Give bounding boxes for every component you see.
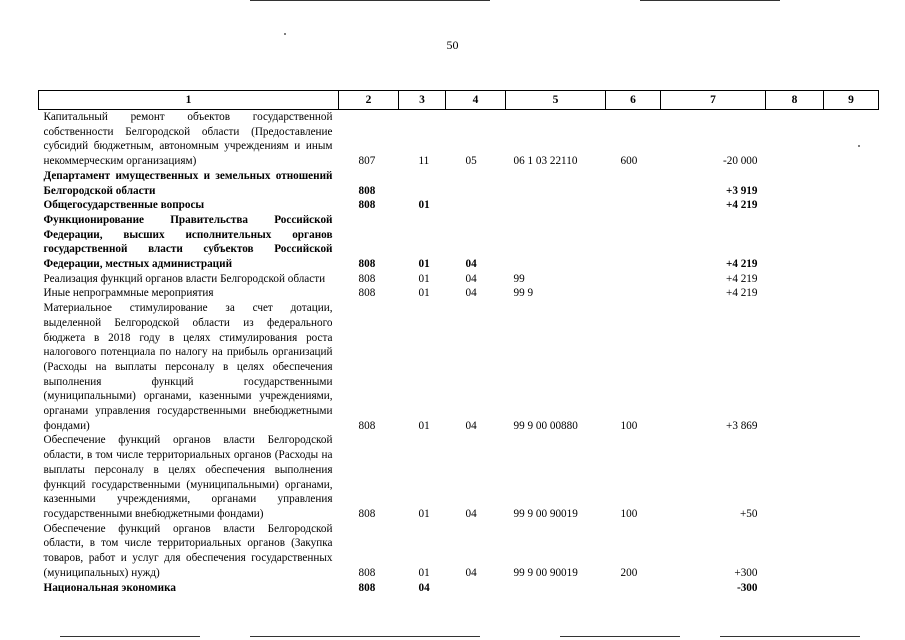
row-amount-cell: +4 219: [725, 258, 758, 271]
row-section-cell: 01: [418, 199, 430, 212]
row-subsection-cell: 04: [465, 419, 477, 432]
row-amount-cell: +4 219: [726, 272, 758, 285]
row-ministry-code-cell: 808: [358, 199, 376, 212]
scan-edge-bottom: [720, 636, 860, 637]
table-row: [39, 581, 879, 596]
column-header: 9: [824, 91, 879, 110]
row-subsection-cell: [446, 198, 506, 213]
table-row: [39, 169, 879, 198]
row-expense-type-cell: 100: [620, 419, 638, 432]
row-ministry-code-cell: 808: [358, 419, 376, 432]
row-column-9-cell: [824, 433, 879, 521]
row-section-cell: 04: [418, 581, 430, 594]
row-section-cell: 01: [418, 566, 430, 579]
row-ministry-code-cell: 808: [358, 566, 376, 579]
row-section-cell: 01: [418, 507, 430, 520]
row-section-cell: 11: [418, 155, 430, 168]
row-column-9-cell: [824, 301, 879, 433]
row-name-cell: Обеспечение функций органов власти Белгородской области, в том числе территориальных органов (Расходы на выплаты персоналу в целях обеспечения выполнения функций государственными (муниципальными) органами, казенными учреждениями, органами управления государственными внебюджетными фондами): [43, 434, 333, 520]
row-column-8-cell: [766, 433, 824, 521]
column-header: 7: [661, 91, 766, 110]
table-row: [39, 433, 879, 521]
table-row: [39, 272, 879, 287]
row-ministry-code-cell: 808: [358, 507, 376, 520]
row-target-article-cell: 06 1 03 22110: [513, 155, 578, 168]
row-section-cell: 01: [418, 272, 430, 285]
scan-edge-bottom: [250, 636, 480, 637]
row-column-9-cell: [824, 286, 879, 301]
row-amount-cell: +300: [734, 566, 758, 579]
row-expense-type-cell: 100: [620, 507, 638, 520]
row-name-cell: Общегосударственные вопросы: [43, 199, 205, 212]
row-section-cell: 01: [418, 258, 430, 271]
row-name-cell: Реализация функций органов власти Белгородской области: [43, 272, 326, 285]
row-expense-type-cell: [606, 169, 661, 198]
row-amount-cell: -300: [736, 581, 758, 594]
row-name-cell: Обеспечение функций органов власти Белгородской области, в том числе территориальных органов (Закупка товаров, работ и услуг для обеспечения государственных (муниципальных) нужд): [43, 522, 333, 579]
row-expense-type-cell: [606, 286, 661, 301]
row-name-cell: Департамент имущественных и земельных отношений Белгородской области: [43, 169, 333, 197]
row-amount-cell: +4 219: [726, 287, 758, 300]
row-name-cell: Национальная экономика: [43, 581, 176, 594]
row-subsection-cell: 04: [465, 566, 477, 579]
row-section-cell: 01: [418, 419, 430, 432]
row-target-article-cell: 99 9: [513, 287, 534, 300]
row-column-8-cell: [766, 522, 824, 581]
row-section-cell: 01: [418, 287, 430, 300]
row-column-9-cell: [824, 169, 879, 198]
row-subsection-cell: 04: [465, 258, 477, 271]
row-target-article-cell: 99 9 00 90019: [513, 507, 578, 520]
table-header-row: [39, 91, 879, 110]
column-header: 8: [766, 91, 824, 110]
row-target-article-cell: 99: [513, 272, 525, 285]
row-name-cell: Иные непрограммные мероприятия: [43, 287, 214, 300]
column-header: 4: [446, 91, 506, 110]
row-target-article-cell: 99 9 00 00880: [513, 419, 578, 432]
row-column-9-cell: [824, 198, 879, 213]
row-target-article-cell: [506, 213, 606, 272]
scan-edge-top: [250, 0, 490, 1]
row-column-8-cell: [766, 581, 824, 596]
row-amount-cell: +4 219: [725, 199, 758, 212]
row-expense-type-cell: [606, 198, 661, 213]
table-row: [39, 286, 879, 301]
row-ministry-code-cell: 808: [358, 581, 376, 594]
row-amount-cell: +3 869: [726, 419, 758, 432]
row-subsection-cell: 05: [465, 155, 477, 168]
table-row: [39, 198, 879, 213]
column-header: 5: [506, 91, 606, 110]
row-column-8-cell: [766, 301, 824, 433]
row-subsection-cell: 04: [465, 272, 477, 285]
row-ministry-code-cell: 808: [358, 184, 376, 197]
row-target-article-cell: [506, 198, 606, 213]
row-subsection-cell: 04: [465, 507, 477, 520]
row-amount-cell: +3 919: [725, 184, 758, 197]
row-column-9-cell: [824, 522, 879, 581]
table-row: [39, 301, 879, 433]
row-column-8-cell: [766, 169, 824, 198]
row-subsection-cell: [446, 581, 506, 596]
row-subsection-cell: 04: [465, 287, 477, 300]
column-header: 3: [399, 91, 446, 110]
row-target-article-cell: [506, 169, 606, 198]
row-target-article-cell: 99 9 00 90019: [513, 566, 578, 579]
row-expense-type-cell: [606, 272, 661, 287]
row-expense-type-cell: [606, 581, 661, 596]
row-column-9-cell: [824, 213, 879, 272]
row-column-8-cell: [766, 286, 824, 301]
row-subsection-cell: [446, 169, 506, 198]
row-column-8-cell: [766, 272, 824, 287]
row-column-8-cell: [766, 198, 824, 213]
row-name-cell: Капитальный ремонт объектов государственной собственности Белгородской области (Предоставление субсидий бюджетным, автономным учреждениям и иным некоммерческим организациям): [43, 111, 333, 168]
scan-edge-top: [640, 0, 780, 1]
row-column-9-cell: [824, 272, 879, 287]
row-amount-cell: +50: [740, 507, 758, 520]
row-expense-type-cell: 600: [620, 155, 638, 168]
table-row: [39, 213, 879, 272]
column-header: 1: [39, 91, 339, 110]
row-name-cell: Функционирование Правительства Российской Федерации, высших исполнительных органов государственной власти субъектов Российской Федерации, местных администраций: [43, 213, 333, 271]
budget-table: [38, 90, 879, 595]
table-row: [39, 110, 879, 169]
scan-edge-bottom: [60, 636, 200, 637]
row-column-9-cell: [824, 110, 879, 169]
table-row: [39, 522, 879, 581]
scan-edge-bottom: [560, 636, 680, 637]
column-header: 6: [606, 91, 661, 110]
row-ministry-code-cell: 808: [358, 272, 376, 285]
page-number: 50: [446, 38, 459, 52]
row-expense-type-cell: 200: [620, 566, 638, 579]
row-column-8-cell: [766, 110, 824, 169]
row-amount-cell: -20 000: [723, 155, 758, 168]
row-target-article-cell: [506, 581, 606, 596]
row-expense-type-cell: [606, 213, 661, 272]
row-ministry-code-cell: 808: [358, 258, 376, 271]
row-ministry-code-cell: 808: [358, 287, 376, 300]
row-ministry-code-cell: 807: [358, 155, 376, 168]
row-name-cell: Материальное стимулирование за счет дотации, выделенной Белгородской области из федерального бюджета в 2018 году в целях стимулирования роста налогового потенциала по налогу на прибыль организаций (Расходы на выплаты персоналу в целях обеспечения выполнения функций государственными (муниципальными) органами, казенными учреждениями, органами управления государственными внебюджетными фондами): [43, 302, 333, 432]
scan-speck: [284, 33, 286, 35]
column-header: 2: [339, 91, 399, 110]
row-column-8-cell: [766, 213, 824, 272]
row-section-cell: [399, 169, 446, 198]
row-column-9-cell: [824, 581, 879, 596]
